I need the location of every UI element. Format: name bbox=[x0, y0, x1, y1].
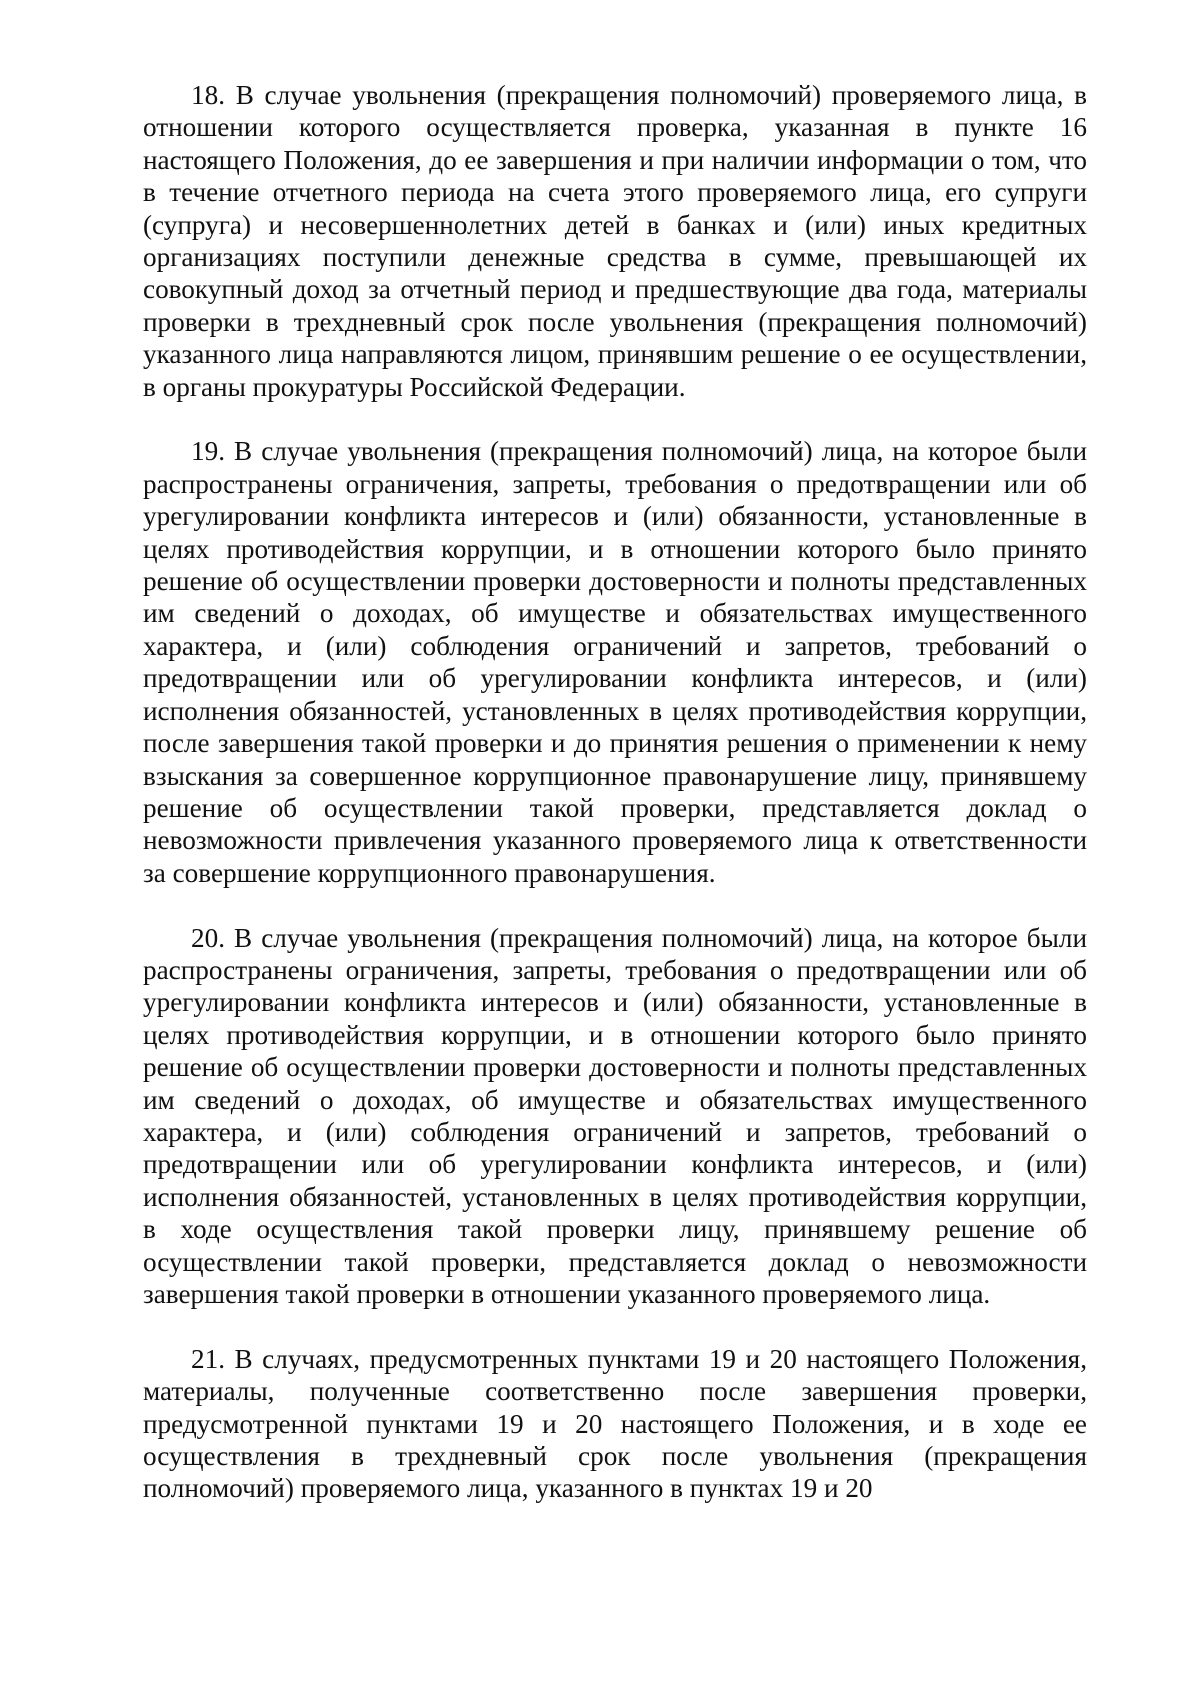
paragraph-text: В случаях, предусмотренных пунктами 19 и 20 настоящего Положения, материалы, полученные соответственно после завершения проверки, предусмотренной пунктами 19 и 20 настоящего Положения, и в ходе ее осуществления в трехдневный срок после увольнения (прекращения полномочий) проверяемого лица, указанного в пунктах 19 и 20 bbox=[143, 1343, 1087, 1504]
paragraph-20 bbox=[143, 922, 1087, 1311]
paragraph-text: В случае увольнения (прекращения полномочий) лица, на которое были распространены ограничения, запреты, требования о предотвращении или об урегулировании конфликта интересов и (или) обязанности, установленные в целях противодействия коррупции, и в отношении которого было принято решение об осуществлении проверки достоверности и полноты представленных им сведений о доходах, об имуществе и обязательствах имущественного характера, и (или) соблюдения ограничений и запретов, требований о предотвращении или об урегулировании конфликта интересов, и (или) исполнения обязанностей, установленных в целях противодействия коррупции, в ходе осуществления такой проверки лицу, принявшему решение об осуществлении такой проверки, представляется доклад о невозможности завершения такой проверки в отношении указанного проверяемого лица. bbox=[143, 922, 1087, 1309]
paragraph-number: 20. bbox=[191, 922, 225, 953]
paragraph-number: 19. bbox=[191, 436, 225, 467]
paragraph-text: В случае увольнения (прекращения полномочий) лица, на которое были распространены ограничения, запреты, требования о предотвращении или об урегулировании конфликта интересов и (или) обязанности, установленные в целях противодействия коррупции, и в отношении которого было принято решение об осуществлении проверки достоверности и полноты представленных им сведений о доходах, об имуществе и обязательствах имущественного характера, и (или) соблюдения ограничений и запретов, требований о предотвращении или об урегулировании конфликта интересов, и (или) исполнения обязанностей, установленных в целях противодействия коррупции, после завершения такой проверки и до принятия решения о применении к нему взыскания за совершенное коррупционное правонарушение лицу, принявшему решение об осуществлении такой проверки, представляется доклад о невозможности привлечения указанного проверяемого лица к ответственности за совершение коррупционного правонарушения. bbox=[143, 436, 1087, 888]
paragraph-text: В случае увольнения (прекращения полномочий) проверяемого лица, в отношении которого осуществляется проверка, указанная в пункте 16 настоящего Положения, до ее завершения и при наличии информации о том, что в течение отчетного периода на счета этого проверяемого лица, его супруги (супруга) и несовершеннолетних детей в банках и (или) иных кредитных организациях поступили денежные средства в сумме, превышающей их совокупный доход за отчетный период и предшествующие два года, материалы проверки в трехдневный срок после увольнения (прекращения полномочий) указанного лица направляются лицом, принявшим решение о ее осуществлении, в органы прокуратуры Российской Федерации. bbox=[143, 80, 1088, 402]
paragraph-18 bbox=[143, 79, 1087, 403]
paragraph-21 bbox=[143, 1343, 1087, 1505]
paragraph-number: 21. bbox=[191, 1343, 225, 1374]
document-body bbox=[143, 79, 1087, 1505]
paragraph-number: 18. bbox=[191, 80, 225, 110]
paragraph-19 bbox=[143, 435, 1087, 889]
